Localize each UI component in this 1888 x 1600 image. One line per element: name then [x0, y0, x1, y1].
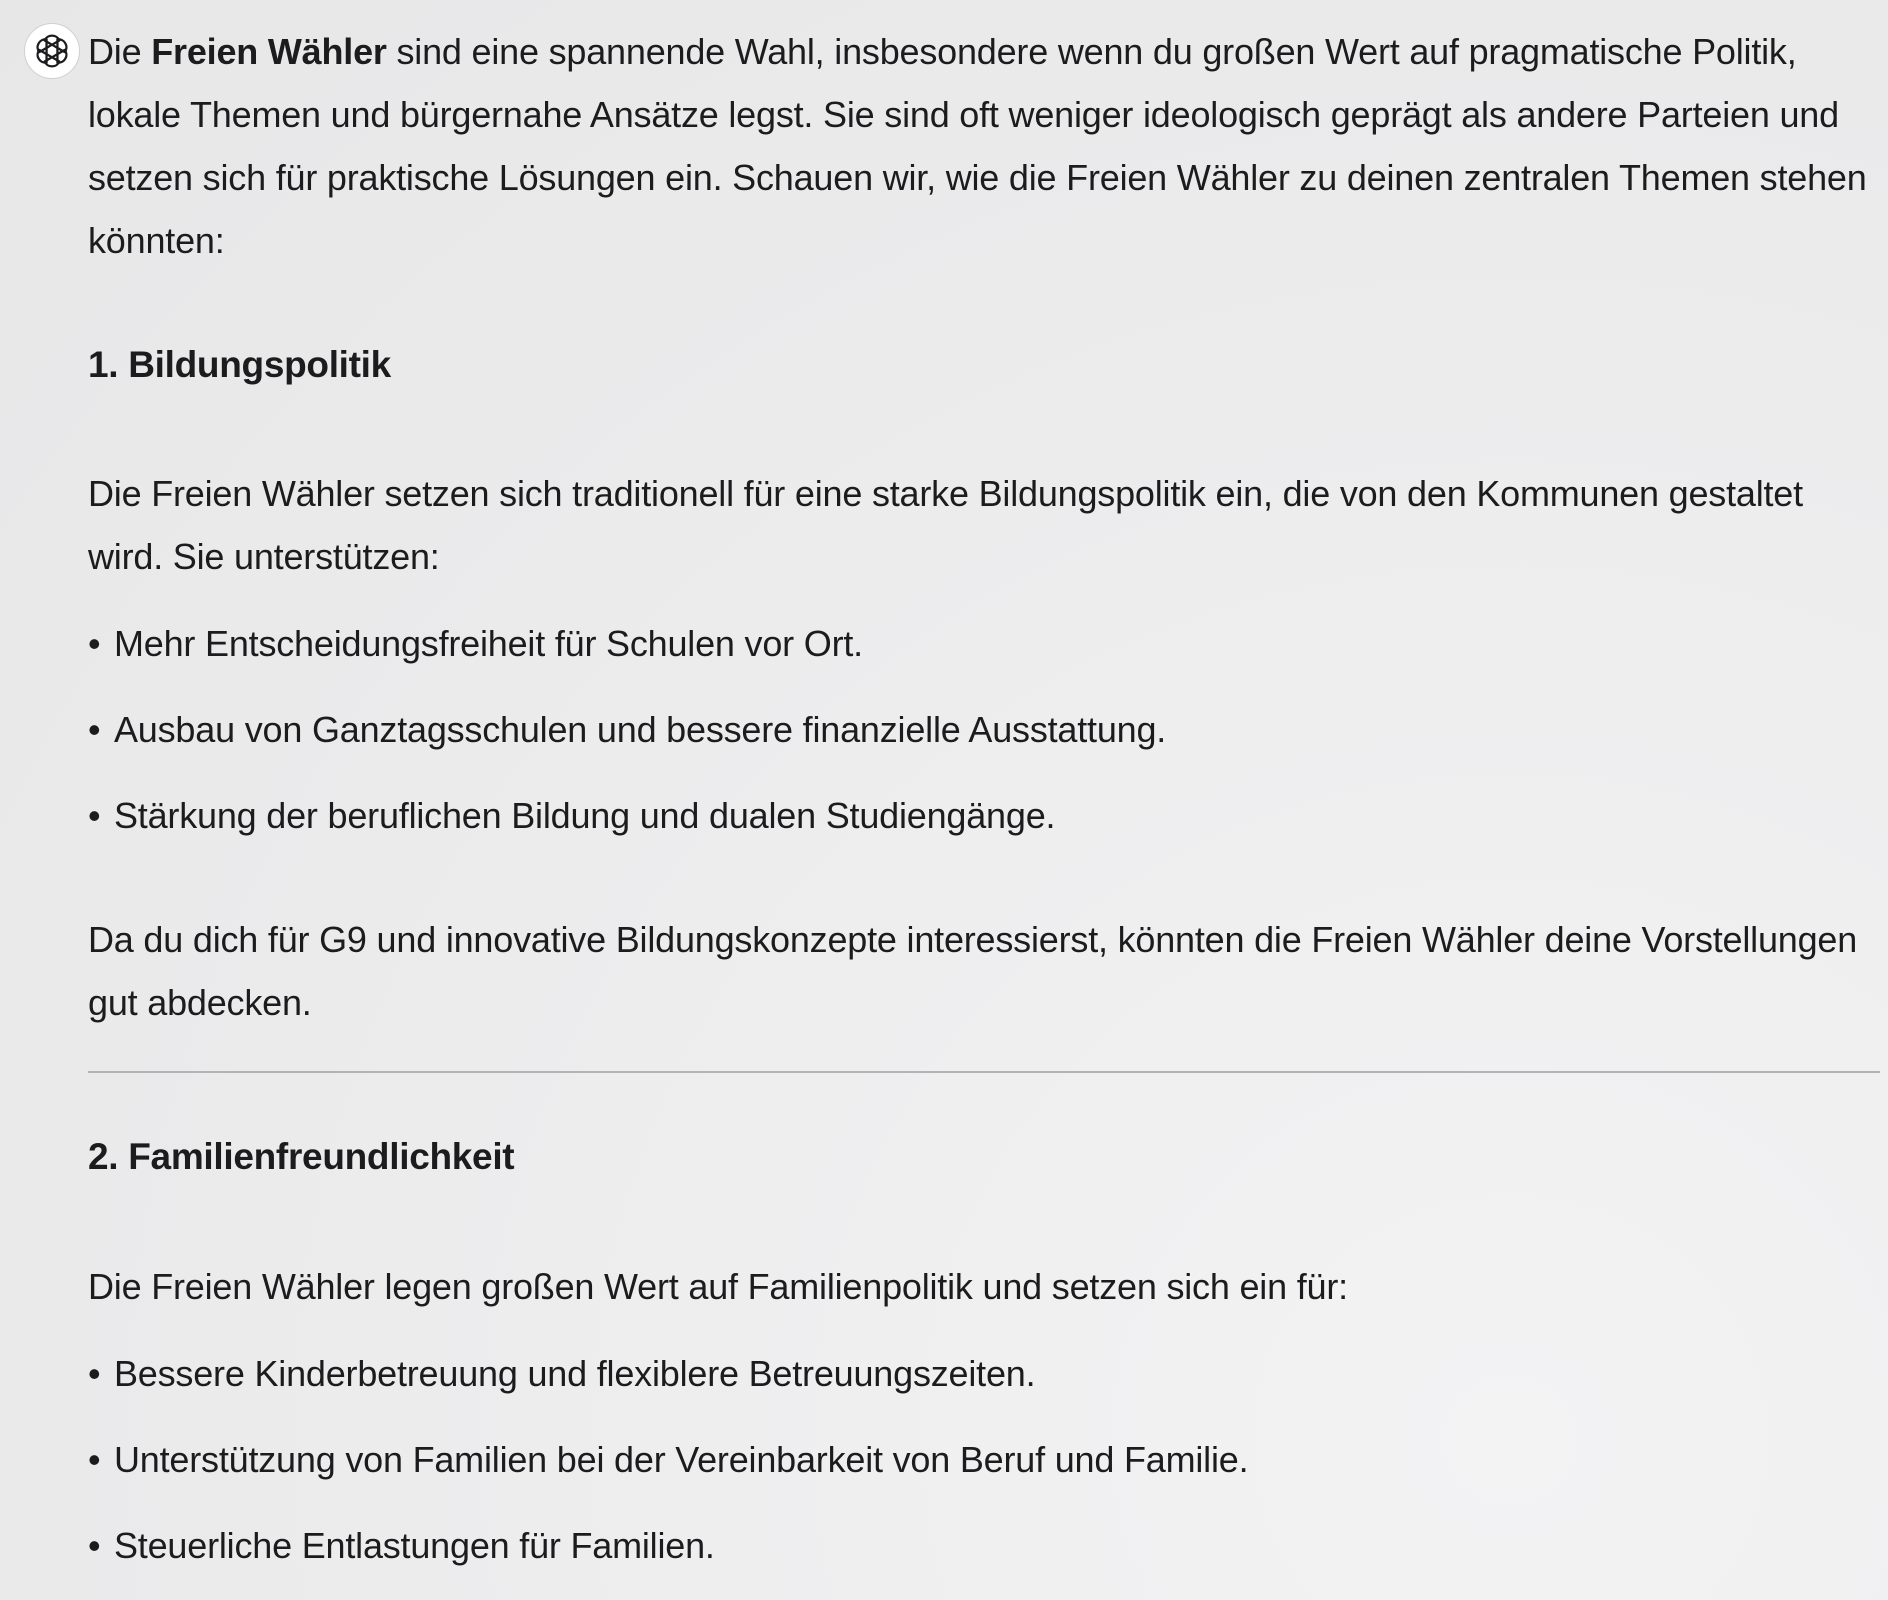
intro-text-after: sind eine spannende Wahl, insbesondere wenn du großen Wert auf pragmatische Politik, lokale Themen und bürgernahe Ansätze legst. Sie sind oft weniger ideologisch geprägt als andere Parteien und setzen sich für praktische Lösungen ein. Schauen wir, wie die Freien Wähler zu deinen zentralen Themen stehen könnten: [88, 31, 1867, 261]
bullet-dot: • [88, 1525, 101, 1566]
intro-text-before: Die [88, 31, 152, 72]
section-outro-bildung: Da du dich für G9 und innovative Bildungskonzepte interessierst, könnten die Freien Wähler deine Vorstellungen gut abdecken. [88, 919, 1858, 1023]
bullet-dot: • [88, 709, 101, 750]
list-item-text: Stärkung der beruflichen Bildung und dualen Studiengänge. [114, 795, 1056, 836]
section-intro-bildung: Die Freien Wähler setzen sich traditionell für eine starke Bildungspolitik ein, die von den Kommunen gestaltet wird. Sie unterstützen: [88, 473, 1803, 577]
list-item-text: Unterstützung von Familien bei der Vereinbarkeit von Beruf und Familie. [114, 1439, 1249, 1480]
assistant-message [88, 20, 1878, 1577]
bullet-dot: • [88, 623, 101, 664]
list-item [88, 698, 1878, 761]
bullet-dot: • [88, 795, 101, 836]
list-item [88, 1428, 1878, 1491]
list-item [88, 612, 1878, 675]
list-item-text: Bessere Kinderbetreuung und flexiblere Betreuungszeiten. [114, 1353, 1036, 1394]
assistant-avatar [24, 23, 80, 79]
bullet-dot: • [88, 1353, 101, 1394]
list-item [88, 784, 1878, 847]
openai-logo-icon [31, 30, 73, 72]
party-name-bold: Freien Wähler [151, 31, 387, 72]
section-heading-familie: 2. Familienfreundlichkeit [88, 1136, 515, 1177]
section-intro-familie: Die Freien Wähler legen großen Wert auf Familienpolitik und setzen sich ein für: [88, 1266, 1348, 1307]
list-item-text: Ausbau von Ganztagsschulen und bessere finanzielle Ausstattung. [114, 709, 1167, 750]
intro-paragraph [88, 20, 1878, 272]
list-item-text: Steuerliche Entlastungen für Familien. [114, 1525, 715, 1566]
bullet-dot: • [88, 1439, 101, 1480]
section-heading-bildung: 1. Bildungspolitik [88, 344, 391, 385]
list-item [88, 1514, 1878, 1577]
list-item [88, 1342, 1878, 1405]
list-item-text: Mehr Entscheidungsfreiheit für Schulen vor Ort. [114, 623, 863, 664]
